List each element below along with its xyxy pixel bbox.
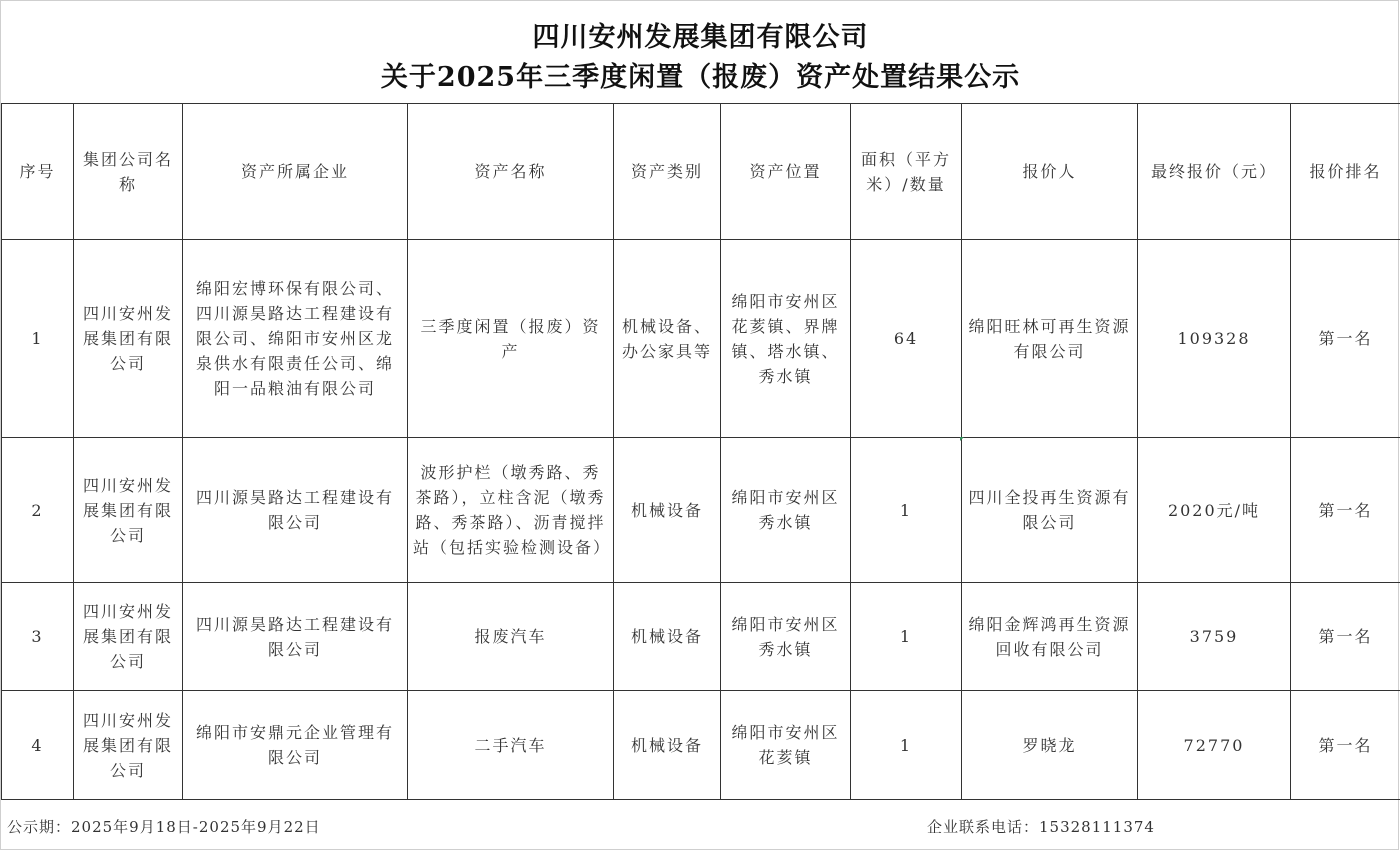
table-cell: 四川安州发展集团有限公司	[74, 583, 183, 691]
table-row	[2, 583, 1400, 691]
title-line-2: 关于2025年三季度闲置（报废）资产处置结果公示	[380, 62, 1021, 93]
table-row	[2, 240, 1400, 438]
table-cell: 机械设备	[614, 691, 721, 800]
table-cell: 1	[2, 240, 74, 438]
table-cell: 四川源昊路达工程建设有限公司	[183, 583, 408, 691]
cell-corner-marker	[960, 437, 964, 441]
table-cell: 绵阳宏博环保有限公司、四川源昊路达工程建设有限公司、绵阳市安州区龙泉供水有限责任公司、绵阳一品粮油有限公司	[183, 240, 408, 438]
header-cell: 面积（平方米）/数量	[851, 104, 962, 240]
table-row	[2, 438, 1400, 583]
table-cell: 4	[2, 691, 74, 800]
table-cell: 64	[851, 240, 962, 438]
header-cell: 资产名称	[408, 104, 614, 240]
table-cell: 报废汽车	[408, 583, 614, 691]
table-cell: 绵阳市安鼎元企业管理有限公司	[183, 691, 408, 800]
table-cell: 四川安州发展集团有限公司	[74, 691, 183, 800]
publicity-period: 公示期：2025年9月18日-2025年9月22日	[7, 818, 321, 836]
table-cell: 机械设备、办公家具等	[614, 240, 721, 438]
table-cell: 2	[2, 438, 74, 583]
header-cell: 最终报价（元）	[1138, 104, 1291, 240]
header-cell: 资产类别	[614, 104, 721, 240]
table-cell: 绵阳市安州区花荄镇	[721, 691, 851, 800]
table-cell: 四川源昊路达工程建设有限公司	[183, 438, 408, 583]
table-cell: 3759	[1138, 583, 1291, 691]
table-cell: 109328	[1138, 240, 1291, 438]
table-cell: 1	[851, 583, 962, 691]
table-cell: 绵阳市安州区秀水镇	[721, 583, 851, 691]
table-cell: 波形护栏（墩秀路、秀茶路），立柱含泥（墩秀路、秀茶路）、沥青搅拌站（包括实验检测设备）	[408, 438, 614, 583]
header-cell: 报价排名	[1291, 104, 1400, 240]
table-cell: 四川安州发展集团有限公司	[74, 240, 183, 438]
table-cell: 第一名	[1291, 240, 1400, 438]
table-cell: 第一名	[1291, 438, 1400, 583]
table-cell: 罗晓龙	[962, 691, 1138, 800]
table-cell: 三季度闲置（报废）资产	[408, 240, 614, 438]
table-cell: 第一名	[1291, 691, 1400, 800]
table-header-row	[2, 104, 1400, 240]
table-row	[2, 691, 1400, 800]
title-line-1: 四川安州发展集团有限公司	[532, 22, 869, 53]
header-cell: 资产所属企业	[183, 104, 408, 240]
table-cell: 第一名	[1291, 583, 1400, 691]
table-cell: 3	[2, 583, 74, 691]
table-cell: 绵阳旺林可再生资源有限公司	[962, 240, 1138, 438]
table-cell: 绵阳市安州区秀水镇	[721, 438, 851, 583]
header-cell: 资产位置	[721, 104, 851, 240]
disposal-results-table	[1, 103, 1400, 800]
table-cell: 二手汽车	[408, 691, 614, 800]
table-cell: 72770	[1138, 691, 1291, 800]
table-cell: 2020元/吨	[1138, 438, 1291, 583]
table-cell: 四川安州发展集团有限公司	[74, 438, 183, 583]
header-cell: 报价人	[962, 104, 1138, 240]
header-cell: 序号	[2, 104, 74, 240]
contact-phone: 企业联系电话：15328111374	[927, 818, 1155, 836]
table-cell: 1	[851, 691, 962, 800]
table-cell: 机械设备	[614, 438, 721, 583]
header-cell: 集团公司名称	[74, 104, 183, 240]
notice-title	[1, 1, 1400, 103]
table-cell: 四川全投再生资源有限公司	[962, 438, 1138, 583]
table-cell: 1	[851, 438, 962, 583]
table-cell: 绵阳金辉鸿再生资源回收有限公司	[962, 583, 1138, 691]
table-cell: 机械设备	[614, 583, 721, 691]
table-cell: 绵阳市安州区花荄镇、界牌镇、塔水镇、秀水镇	[721, 240, 851, 438]
